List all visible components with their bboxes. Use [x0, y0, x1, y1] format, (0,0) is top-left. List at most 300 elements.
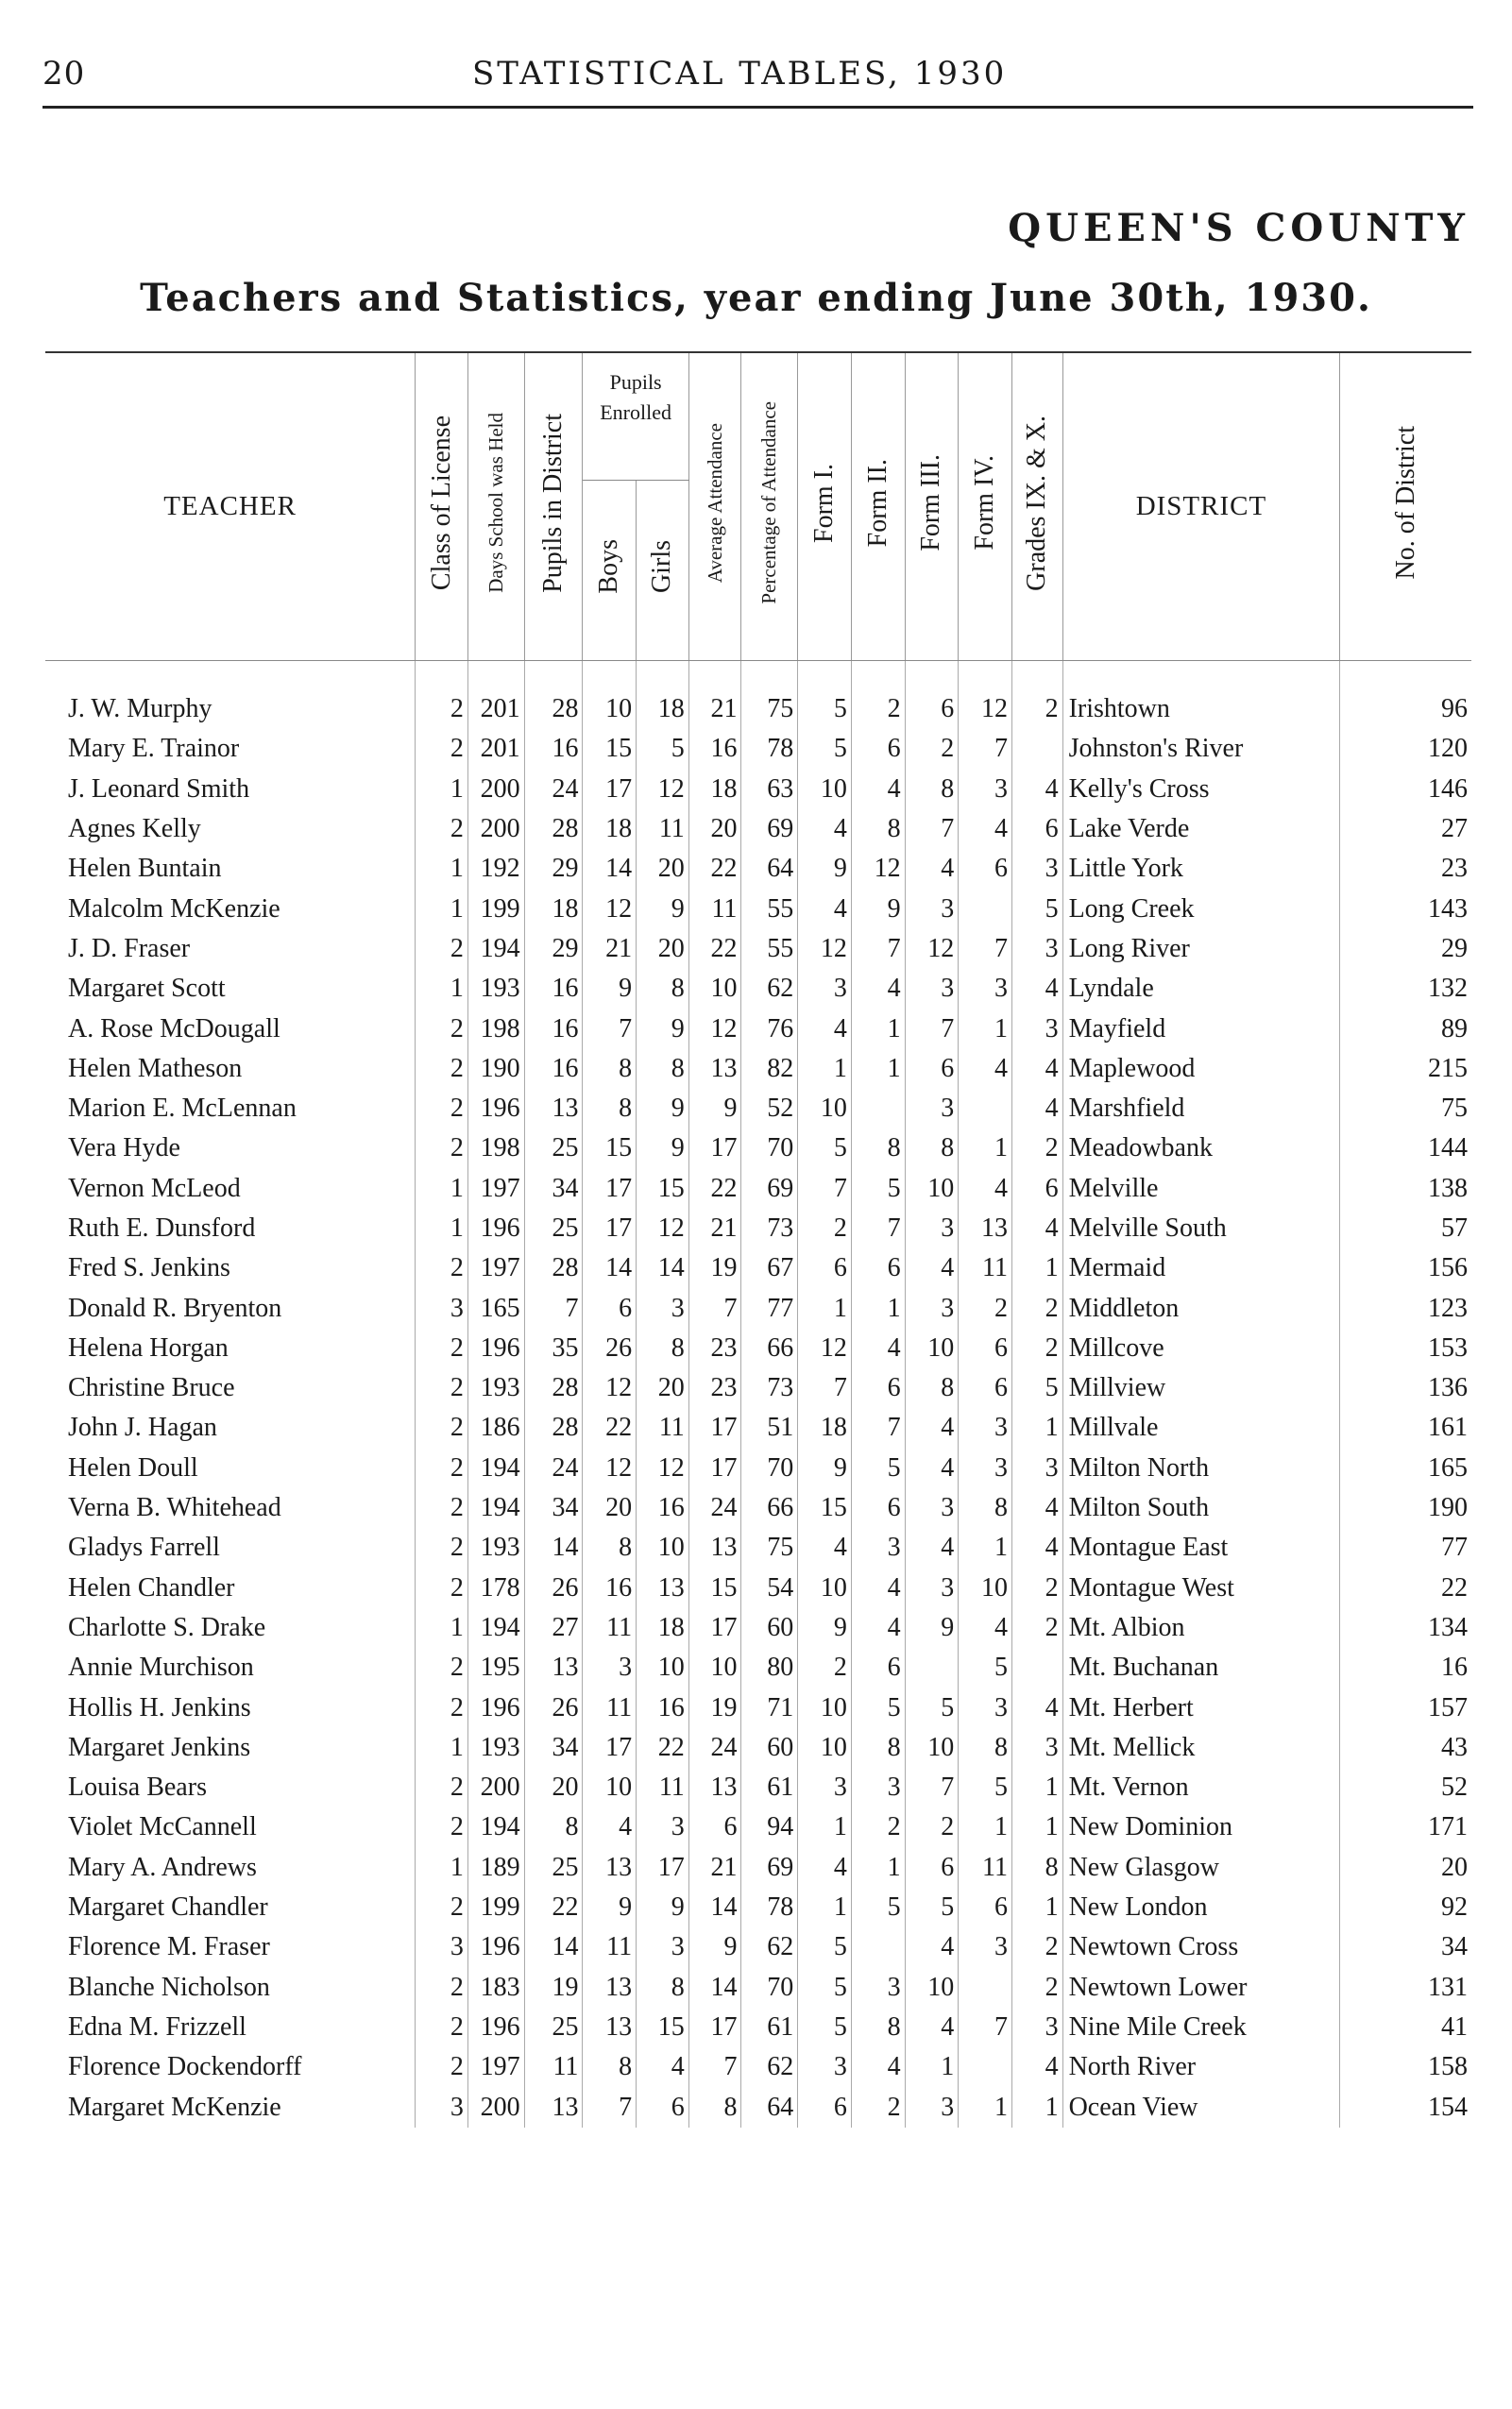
form-2-cell [851, 1089, 905, 1128]
teacher-cell: Annie Murchison [45, 1648, 416, 1688]
teacher-cell: Margaret Chandler [45, 1888, 416, 1927]
form-1-cell: 3 [798, 1768, 852, 1807]
col-days-school-held [467, 352, 524, 661]
form-2-cell: 6 [851, 1488, 905, 1528]
district-cell: New Glasgow [1062, 1848, 1340, 1888]
form-4-cell: 8 [959, 1488, 1012, 1528]
grades-cell: 3 [1011, 1009, 1062, 1048]
form-2-cell: 6 [851, 729, 905, 769]
girls-cell: 22 [637, 1728, 689, 1768]
district-no-cell: 77 [1441, 1533, 1468, 1563]
percentage-cell: 77 [741, 1288, 798, 1328]
grades-cell: 6 [1011, 1169, 1062, 1209]
grades-cell: 4 [1011, 969, 1062, 1009]
girls-cell: 4 [637, 2047, 689, 2087]
form-3-cell: 2 [905, 729, 959, 769]
col-district-no [1340, 352, 1471, 661]
days-cell: 193 [467, 1368, 524, 1408]
class-cell: 1 [416, 889, 468, 928]
district-cell: Ocean View [1062, 2087, 1340, 2127]
form-2-cell: 3 [851, 1528, 905, 1568]
form-3-cell: 7 [905, 809, 959, 849]
form-4-cell: 4 [959, 809, 1012, 849]
percentage-cell: 55 [741, 889, 798, 928]
district-cell: Mt. Mellick [1062, 1728, 1340, 1768]
average-cell: 17 [688, 1128, 741, 1168]
class-cell: 2 [416, 1807, 468, 1847]
district-no-cell: 154 [1428, 2092, 1468, 2122]
boys-cell: 8 [583, 2047, 637, 2087]
col-girls [637, 481, 689, 661]
boys-cell: 11 [583, 1927, 637, 1967]
district-no-cell: 158 [1428, 2052, 1468, 2082]
district-cell: Newtown Cross [1062, 1927, 1340, 1967]
form-4-cell: 1 [959, 1009, 1012, 1048]
class-cell: 2 [416, 1528, 468, 1568]
form-2-cell: 8 [851, 2008, 905, 2047]
grades-cell: 1 [1011, 1807, 1062, 1847]
form-3-cell: 8 [905, 1368, 959, 1408]
form-4-cell: 2 [959, 1288, 1012, 1328]
pupils-cell: 8 [524, 1807, 583, 1847]
pupils-cell: 25 [524, 2008, 583, 2047]
class-cell: 3 [416, 1927, 468, 1967]
teacher-cell: Marion E. McLennan [45, 1089, 416, 1128]
teacher-cell: Fred S. Jenkins [45, 1248, 416, 1288]
days-cell: 196 [467, 1329, 524, 1368]
boys-cell: 20 [583, 1488, 637, 1528]
teacher-cell: J. D. Fraser [45, 929, 416, 969]
boys-cell: 22 [583, 1408, 637, 1448]
average-cell: 17 [688, 1408, 741, 1448]
district-cell: Montague East [1062, 1528, 1340, 1568]
days-cell: 196 [467, 2008, 524, 2047]
form-3-cell: 4 [905, 849, 959, 889]
boys-cell: 21 [583, 929, 637, 969]
class-cell: 2 [416, 661, 468, 730]
district-cell: Meadowbank [1062, 1128, 1340, 1168]
girls-cell: 14 [637, 1248, 689, 1288]
girls-cell: 12 [637, 770, 689, 809]
form-2-cell: 4 [851, 1329, 905, 1368]
girls-cell: 20 [637, 929, 689, 969]
district-cell: Millcove [1062, 1329, 1340, 1368]
average-cell: 16 [688, 729, 741, 769]
col-boys-label: Boys [594, 539, 624, 594]
form-1-cell: 7 [798, 1368, 852, 1408]
grades-cell: 4 [1011, 770, 1062, 809]
form-3-cell: 10 [905, 1728, 959, 1768]
percentage-cell: 67 [741, 1248, 798, 1288]
table-row [45, 1608, 1471, 1648]
district-cell: Melville [1062, 1169, 1340, 1209]
grades-cell: 4 [1011, 1209, 1062, 1248]
average-cell: 24 [688, 1488, 741, 1528]
grades-cell: 6 [1011, 809, 1062, 849]
form-1-cell: 2 [798, 1209, 852, 1248]
form-1-cell: 1 [798, 1888, 852, 1927]
teacher-cell: Mary E. Trainor [45, 729, 416, 769]
district-cell: Nine Mile Creek [1062, 2008, 1340, 2047]
teacher-cell: Violet McCannell [45, 1807, 416, 1847]
average-cell: 14 [688, 1968, 741, 2008]
form-1-cell: 5 [798, 1128, 852, 1168]
boys-cell: 3 [583, 1648, 637, 1688]
form-3-cell: 4 [905, 1449, 959, 1488]
form-1-cell: 2 [798, 1648, 852, 1688]
district-no-cell: 146 [1428, 773, 1468, 804]
table-row [45, 1728, 1471, 1768]
form-2-cell: 1 [851, 1288, 905, 1328]
grades-cell: 1 [1011, 1408, 1062, 1448]
grades-cell: 3 [1011, 2008, 1062, 2047]
grades-cell: 2 [1011, 1569, 1062, 1608]
boys-cell: 6 [583, 1288, 637, 1328]
district-cell: Millview [1062, 1368, 1340, 1408]
days-cell: 196 [467, 1927, 524, 1967]
class-cell: 2 [416, 809, 468, 849]
grades-cell [1011, 729, 1062, 769]
district-cell: Milton North [1062, 1449, 1340, 1488]
table-row [45, 770, 1471, 809]
form-1-cell: 9 [798, 1608, 852, 1648]
class-cell: 2 [416, 1968, 468, 2008]
boys-cell: 13 [583, 1848, 637, 1888]
days-cell: 195 [467, 1648, 524, 1688]
table-row [45, 2087, 1471, 2127]
days-cell: 194 [467, 1807, 524, 1847]
district-no-cell: 138 [1428, 1173, 1468, 1203]
boys-cell: 9 [583, 969, 637, 1009]
boys-cell: 4 [583, 1807, 637, 1847]
average-cell: 13 [688, 1049, 741, 1089]
form-4-cell: 3 [959, 770, 1012, 809]
district-no-cell: 92 [1441, 1892, 1468, 1923]
days-cell: 200 [467, 2087, 524, 2127]
days-cell: 196 [467, 1089, 524, 1128]
form-4-cell: 7 [959, 2008, 1012, 2047]
table-row [45, 1288, 1471, 1328]
percentage-cell: 70 [741, 1449, 798, 1488]
percentage-cell: 62 [741, 969, 798, 1009]
percentage-cell: 52 [741, 1089, 798, 1128]
pupils-cell: 27 [524, 1608, 583, 1648]
header-row [45, 352, 1471, 481]
col-days-school-held-label: Days School was Held [484, 413, 507, 593]
table-row [45, 1528, 1471, 1568]
district-no-cell: 22 [1441, 1572, 1468, 1603]
col-average-attendance [688, 352, 741, 661]
form-3-cell: 9 [905, 1608, 959, 1648]
table-row [45, 1968, 1471, 2008]
grades-cell: 2 [1011, 1128, 1062, 1168]
days-cell: 193 [467, 1528, 524, 1568]
days-cell: 197 [467, 1248, 524, 1288]
col-district-no-label: No. of District [1390, 426, 1420, 580]
form-3-cell: 12 [905, 929, 959, 969]
pupils-cell: 16 [524, 1049, 583, 1089]
form-4-cell: 3 [959, 1927, 1012, 1967]
form-1-cell: 10 [798, 1728, 852, 1768]
average-cell: 20 [688, 809, 741, 849]
boys-cell: 16 [583, 1569, 637, 1608]
district-no-cell: 143 [1428, 893, 1468, 924]
form-4-cell: 6 [959, 849, 1012, 889]
form-2-cell: 3 [851, 1968, 905, 2008]
table-row [45, 969, 1471, 1009]
form-3-cell: 4 [905, 2008, 959, 2047]
form-4-cell: 3 [959, 1449, 1012, 1488]
form-2-cell: 4 [851, 1569, 905, 1608]
statistics-table [45, 351, 1471, 2128]
boys-cell: 17 [583, 1169, 637, 1209]
girls-cell: 5 [637, 729, 689, 769]
form-1-cell: 6 [798, 1248, 852, 1288]
days-cell: 201 [467, 661, 524, 730]
form-1-cell: 3 [798, 969, 852, 1009]
table-row [45, 1488, 1471, 1528]
average-cell: 17 [688, 1608, 741, 1648]
district-no-cell: 43 [1441, 1732, 1468, 1762]
pupils-cell: 20 [524, 1768, 583, 1807]
average-cell: 21 [688, 1209, 741, 1248]
form-4-cell: 3 [959, 1408, 1012, 1448]
district-cell: Johnston's River [1062, 729, 1340, 769]
form-2-cell: 5 [851, 1449, 905, 1488]
pupils-cell: 13 [524, 2087, 583, 2127]
class-cell: 2 [416, 1449, 468, 1488]
grades-cell: 1 [1011, 2087, 1062, 2127]
percentage-cell: 78 [741, 1888, 798, 1927]
teacher-cell: Helen Buntain [45, 849, 416, 889]
grades-cell: 5 [1011, 1368, 1062, 1408]
form-2-cell: 4 [851, 2047, 905, 2087]
girls-cell: 15 [637, 1169, 689, 1209]
table-row [45, 1049, 1471, 1089]
percentage-cell: 66 [741, 1329, 798, 1368]
district-cell: New Dominion [1062, 1807, 1340, 1847]
pupils-cell: 14 [524, 1528, 583, 1568]
percentage-cell: 64 [741, 2087, 798, 2127]
form-4-cell: 4 [959, 1049, 1012, 1089]
col-form-3-label: Form III. [916, 454, 946, 551]
percentage-cell: 69 [741, 1169, 798, 1209]
boys-cell: 17 [583, 1728, 637, 1768]
district-no-cell: 157 [1428, 1692, 1468, 1722]
grades-cell: 1 [1011, 1768, 1062, 1807]
boys-cell: 15 [583, 1128, 637, 1168]
form-3-cell: 3 [905, 1288, 959, 1328]
table-row [45, 1648, 1471, 1688]
pupils-cell: 34 [524, 1169, 583, 1209]
table-row [45, 1768, 1471, 1807]
teacher-cell: Vernon McLeod [45, 1169, 416, 1209]
form-4-cell: 11 [959, 1248, 1012, 1288]
table-row [45, 1569, 1471, 1608]
col-pupils-enrolled [583, 352, 688, 481]
girls-cell: 11 [637, 809, 689, 849]
percentage-cell: 69 [741, 1848, 798, 1888]
form-1-cell: 1 [798, 1049, 852, 1089]
form-4-cell: 5 [959, 1768, 1012, 1807]
pupils-cell: 28 [524, 1248, 583, 1288]
percentage-cell: 60 [741, 1608, 798, 1648]
grades-cell: 5 [1011, 889, 1062, 928]
form-1-cell: 10 [798, 1089, 852, 1128]
percentage-cell: 51 [741, 1408, 798, 1448]
girls-cell: 8 [637, 1049, 689, 1089]
form-3-cell: 10 [905, 1329, 959, 1368]
form-1-cell: 5 [798, 661, 852, 730]
form-1-cell: 5 [798, 729, 852, 769]
days-cell: 196 [467, 1688, 524, 1727]
boys-cell: 26 [583, 1329, 637, 1368]
teacher-cell: Florence M. Fraser [45, 1927, 416, 1967]
class-cell: 2 [416, 2047, 468, 2087]
col-grades-label: Grades IX. & X. [1022, 415, 1052, 591]
form-1-cell: 10 [798, 1569, 852, 1608]
form-2-cell: 2 [851, 2087, 905, 2127]
pupils-cell: 16 [524, 729, 583, 769]
form-2-cell: 3 [851, 1768, 905, 1807]
teacher-cell: Ruth E. Dunsford [45, 1209, 416, 1248]
days-cell: 201 [467, 729, 524, 769]
form-3-cell: 7 [905, 1009, 959, 1048]
grades-cell: 2 [1011, 1288, 1062, 1328]
pupils-cell: 29 [524, 849, 583, 889]
form-4-cell: 6 [959, 1368, 1012, 1408]
average-cell: 22 [688, 1169, 741, 1209]
teacher-cell: Margaret Jenkins [45, 1728, 416, 1768]
days-cell: 198 [467, 1009, 524, 1048]
table-row [45, 1408, 1471, 1448]
form-2-cell: 8 [851, 1728, 905, 1768]
table-row [45, 889, 1471, 928]
grades-cell: 2 [1011, 661, 1062, 730]
class-cell: 2 [416, 1648, 468, 1688]
form-3-cell: 4 [905, 1927, 959, 1967]
teacher-cell: Malcolm McKenzie [45, 889, 416, 928]
boys-cell: 12 [583, 889, 637, 928]
teacher-cell: Florence Dockendorff [45, 2047, 416, 2087]
pupils-cell: 24 [524, 1449, 583, 1488]
girls-cell: 8 [637, 1968, 689, 2008]
col-pupils-in-district-label: Pupils in District [538, 413, 569, 593]
form-3-cell: 6 [905, 661, 959, 730]
average-cell: 13 [688, 1768, 741, 1807]
district-cell: Montague West [1062, 1569, 1340, 1608]
district-cell: Maplewood [1062, 1049, 1340, 1089]
boys-cell: 7 [583, 2087, 637, 2127]
average-cell: 19 [688, 1248, 741, 1288]
district-no-cell: 153 [1428, 1332, 1468, 1363]
average-cell: 17 [688, 2008, 741, 2047]
table-row [45, 1449, 1471, 1488]
percentage-cell: 66 [741, 1488, 798, 1528]
form-4-cell: 3 [959, 969, 1012, 1009]
girls-cell: 9 [637, 1089, 689, 1128]
form-1-cell: 5 [798, 1968, 852, 2008]
form-1-cell: 5 [798, 1927, 852, 1967]
form-1-cell: 9 [798, 849, 852, 889]
form-4-cell: 1 [959, 2087, 1012, 2127]
grades-cell: 3 [1011, 1728, 1062, 1768]
form-3-cell: 1 [905, 2047, 959, 2087]
days-cell: 200 [467, 809, 524, 849]
average-cell: 12 [688, 1009, 741, 1048]
district-cell: Mt. Herbert [1062, 1688, 1340, 1727]
district-cell: Irishtown [1062, 661, 1340, 730]
girls-cell: 9 [637, 889, 689, 928]
form-2-cell: 4 [851, 969, 905, 1009]
pupils-cell: 13 [524, 1648, 583, 1688]
days-cell: 200 [467, 1768, 524, 1807]
percentage-cell: 80 [741, 1648, 798, 1688]
average-cell: 10 [688, 969, 741, 1009]
district-no-cell: 27 [1441, 814, 1468, 844]
table-row [45, 1368, 1471, 1408]
percentage-cell: 76 [741, 1009, 798, 1048]
form-4-cell: 6 [959, 1329, 1012, 1368]
table-row [45, 1209, 1471, 1248]
percentage-cell: 64 [741, 849, 798, 889]
form-2-cell: 1 [851, 1049, 905, 1089]
form-1-cell: 4 [798, 889, 852, 928]
average-cell: 8 [688, 2087, 741, 2127]
percentage-cell: 63 [741, 770, 798, 809]
col-teacher [45, 352, 416, 661]
percentage-cell: 55 [741, 929, 798, 969]
percentage-cell: 70 [741, 1128, 798, 1168]
average-cell: 21 [688, 1848, 741, 1888]
grades-cell: 2 [1011, 1927, 1062, 1967]
boys-cell: 10 [583, 661, 637, 730]
district-no-cell: 89 [1441, 1013, 1468, 1043]
district-no-cell: 134 [1428, 1612, 1468, 1642]
table-body [45, 661, 1471, 2128]
form-3-cell: 7 [905, 1768, 959, 1807]
days-cell: 199 [467, 1888, 524, 1927]
grades-cell: 2 [1011, 1968, 1062, 2008]
district-no-cell: 123 [1428, 1293, 1468, 1323]
form-2-cell: 6 [851, 1368, 905, 1408]
col-pupils-in-district [524, 352, 583, 661]
form-4-cell [959, 2047, 1012, 2087]
teacher-cell: Helen Matheson [45, 1049, 416, 1089]
boys-cell: 14 [583, 1248, 637, 1288]
col-form-4 [959, 352, 1012, 661]
district-cell: Lyndale [1062, 969, 1340, 1009]
girls-cell: 9 [637, 1128, 689, 1168]
grades-cell: 8 [1011, 1848, 1062, 1888]
girls-cell: 20 [637, 1368, 689, 1408]
percentage-cell: 61 [741, 1768, 798, 1807]
col-percentage-attendance-label: Percentage of Attendance [757, 401, 781, 604]
col-pupils-enrolled-label: Pupils Enrolled [600, 370, 671, 424]
form-3-cell: 3 [905, 2087, 959, 2127]
form-4-cell: 6 [959, 1888, 1012, 1927]
average-cell: 7 [688, 2047, 741, 2087]
district-no-cell: 136 [1428, 1373, 1468, 1403]
district-cell: Long River [1062, 929, 1340, 969]
class-cell: 1 [416, 1169, 468, 1209]
grades-cell: 1 [1011, 1888, 1062, 1927]
form-4-cell: 12 [959, 661, 1012, 730]
form-1-cell: 5 [798, 2008, 852, 2047]
average-cell: 17 [688, 1449, 741, 1488]
boys-cell: 10 [583, 1768, 637, 1807]
grades-cell: 3 [1011, 849, 1062, 889]
